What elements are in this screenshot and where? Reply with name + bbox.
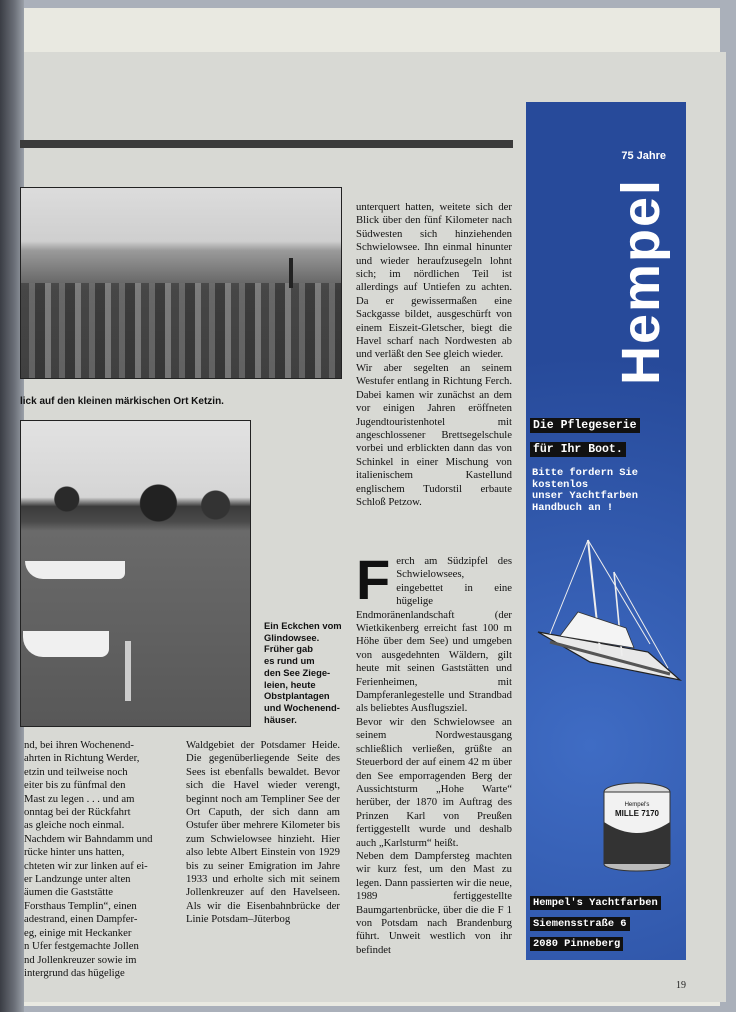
caption-line: Glindowsee. — [264, 631, 320, 643]
paint-can-illustration — [602, 782, 672, 872]
ad-note — [532, 468, 682, 514]
article-column-1 — [24, 739, 172, 980]
caption-glindowsee — [264, 620, 346, 725]
paragraph-with-dropcap — [356, 548, 512, 716]
text-line: intergrund das hügelige — [24, 966, 125, 979]
text-line: ahrten in Richtung Werder, — [24, 752, 140, 765]
text-line: äumen die Gaststätte — [24, 886, 114, 899]
caption-line: häuser. — [264, 713, 297, 725]
text-line: onntag bei der Rückfahrt — [24, 806, 131, 819]
paragraph-text: erch am Südzipfel des Schwielowsees, eingebettet in eine hügelige Endmoränenlandschaft (der Wietkikenberg erreicht fast 100 m Höhe über dem See) und umgeben von ausgedehnten Wäldern, gilt heute mit seinen Gaststätten und Ferienheimen, mit Dampferanlegestelle und Strandbad als beliebtes Ausflugsziel. — [356, 555, 512, 715]
ad-tagline-2: für Ihr Boot. — [530, 442, 626, 457]
caption-line: den See Ziege- — [264, 666, 331, 678]
photo-glindowsee — [20, 420, 251, 727]
text-line: adestrand, einen Dampfer- — [24, 913, 138, 926]
hempel-advertisement — [526, 102, 686, 960]
text-line: Forsthaus Templin“, einen — [24, 899, 137, 912]
ad-tagline-1: Die Pflegeserie — [530, 418, 640, 433]
ad-note-line: unser Yachtfarben — [532, 490, 639, 502]
text-line: er Landzunge unter alten — [24, 873, 131, 886]
page-number: 19 — [676, 980, 686, 991]
paragraph: Waldgebiet der Potsdamer Heide. Die gegenüberliegende Seite des Sees ist ebenfalls bewaldet. Bevor sich die Havel wieder verengt, beginnt noch am Templiner See der Ort Caputh, der sich dann am Ostufer über mehrere Kilometer bis zum Schwielowsee hinzieht. Hier also lebte Albert Einstein von 1929 bis zu seiner Emigration im Jahre 1933 und erholte sich mit seinem Jollenkreuzer auf den Havelseen. Als wir die Eisenbahnbrücke der Linie Potsdam–Jüterbog — [186, 739, 340, 926]
text-line: Mast zu legen . . . und am — [24, 792, 135, 805]
drop-cap: F — [356, 548, 391, 611]
photo-ketzin-church-tower — [289, 258, 293, 288]
text-line: etzin und teilweise noch — [24, 765, 128, 778]
ad-note-line: Handbuch an ! — [532, 501, 614, 514]
paragraph: Bevor wir den Schwielowsee an seinem Nordwestausgang schließlich verließen, grüßte an Steuerbord der auf einem 42 m über den See emporragenden Berg der Aussichtsturm „Hohe Warte“ herüber, der 1870 im Auftrag des Prinzen Karl von Preußen fertiggestellt wurde und deshalb auch „Karlsturm“ heißt. — [356, 715, 512, 849]
text-line: chteten wir zur linken auf ei- — [24, 859, 148, 872]
article-column-3-continued — [356, 548, 512, 957]
paragraph: Neben dem Dampfersteg machten wir kurz fest, um den Mast zu legen. Dann passierten wir die neue, 1989 fertiggestellte Baumgartenbrücke, über die die F 1 von Potsdam nach Brandenburg führt. Unweit westlich von ihr befindet — [356, 849, 512, 956]
caption-line: Obstplantagen — [264, 690, 330, 702]
text-line: n Ufer festgemachte Jollen — [24, 940, 139, 953]
text-line: nd, bei ihren Wochenend- — [24, 739, 134, 751]
photo-ketzin-houses — [21, 283, 341, 378]
ad-address-line: Hempel's Yachtfarben — [530, 896, 661, 910]
ad-brand-logo: Hempel — [611, 177, 671, 385]
caption-line: leien, heute — [264, 678, 316, 690]
text-line: nd Jollenkreuzer sowie im — [24, 953, 137, 966]
ad-anniversary: 75 Jahre — [621, 150, 666, 162]
caption-ketzin: lick auf den kleinen märkischen Ort Ketzin. — [20, 396, 224, 407]
text-line: Nachdem wir Bahndamm und — [24, 832, 153, 845]
photo-ketzin — [20, 187, 342, 379]
ad-note-line: kostenlos — [532, 478, 589, 491]
header-rule — [20, 140, 513, 148]
text-line: as gleiche noch einmal. — [24, 819, 125, 832]
can-product-label: MILLE 7170 — [614, 809, 660, 818]
caption-line: und Wochenend- — [264, 701, 340, 713]
can-brand-label: Hempel's — [624, 802, 650, 808]
caption-line: es rund um — [264, 655, 315, 667]
ad-address-line: 2080 Pinneberg — [530, 937, 623, 951]
caption-line: Ein Eckchen vom — [264, 620, 342, 631]
caption-line: Früher gab — [264, 643, 313, 655]
text-line: eiter bis zu fünfmal den — [24, 779, 126, 792]
text-line: rücke hinter uns hatten, — [24, 846, 125, 859]
sailboat-illustration — [530, 532, 686, 692]
text-line: eg, einige mit Heckanker — [24, 926, 132, 939]
ad-address-line: Siemensstraße 6 — [530, 917, 630, 931]
ad-note-line: Bitte fordern Sie — [532, 467, 639, 479]
article-column-2 — [186, 739, 340, 927]
article-column-3 — [356, 201, 512, 509]
paragraph: Wir aber segelten an seinem Westufer entlang in Richtung Ferch. Dabei kamen wir zunächst an dem vor einigen Jahren eröffneten Jugendtouristenhotel mit angeschlossener Brettsegelschule vorbei und erblickten dann das von Schinkel in einer Mischung von italienischem Kastellund englischem Tudorstil erbaute Schloß Petzow. — [356, 361, 512, 508]
paragraph: unterquert hatten, weitete sich der Blick über den fünf Kilometer nach Südwesten sich hinziehenden Schwielowsee. Ihn einmal hinunter und wieder heraufzusegeln lohnt sich; im nördlichen Teil ist allerdings auf Untiefen zu achten. Da er gewissermaßen eine Sackgasse bildet, ausgeschürft von einem Eiszeit-Gletscher, biegt die Havel scharf nach Nordwesten ab und verläßt den See gleich wieder. — [356, 201, 512, 361]
photo-glindowsee-boat — [23, 631, 109, 657]
photo-glindowsee-trees — [21, 483, 250, 523]
photo-glindowsee-boat — [25, 561, 125, 579]
photo-glindowsee-pole — [125, 641, 131, 701]
